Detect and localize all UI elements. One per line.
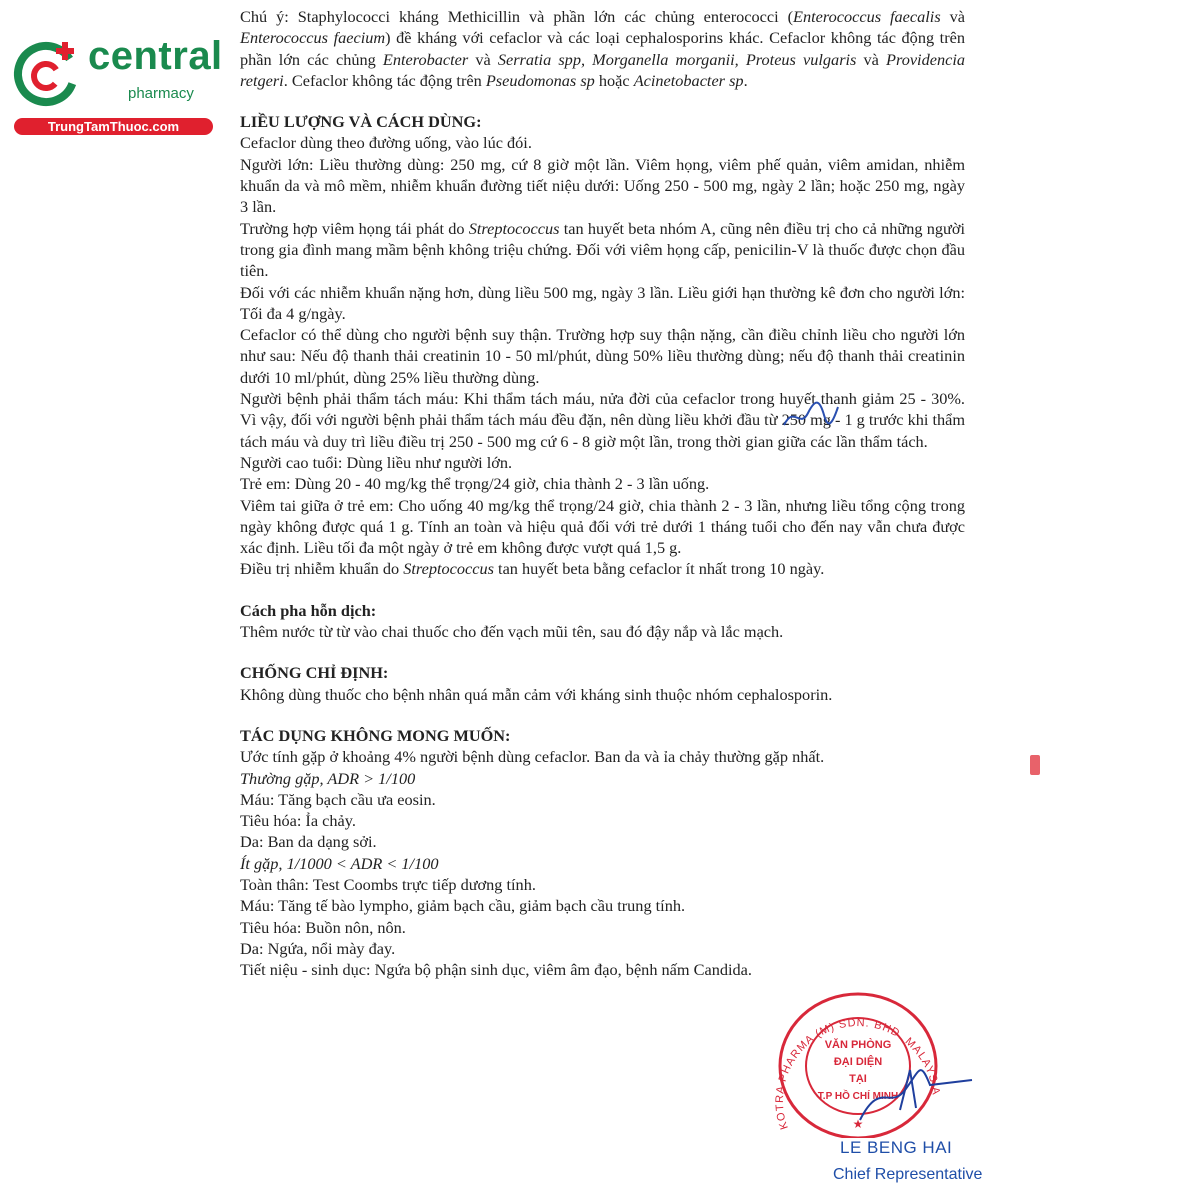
spacer (240, 580, 965, 600)
text-run: và (940, 7, 966, 26)
adverse-item: Máu: Tăng bạch cầu ưa eosin. (240, 789, 436, 809)
stamp-star-icon: ★ (852, 1117, 864, 1131)
dosage-paragraph: Viêm tai giữa ở trẻ em: Cho uống 40 mg/kg thể trọng/24 giờ, chia thành 2 - 3 lần, nhưng liều tổng cộng trong ngày không được quá 1 g. Tính an toàn và hiệu quả đối với trẻ dưới 1 tháng tuổi cho đến nay vẫn chưa được xác định. Liều tối đa một ngày ở trẻ em không được vượt quá 1,5 g. (240, 495, 965, 558)
contraindication-heading: CHỐNG CHỈ ĐỊNH: (240, 663, 389, 683)
adverse-heading: TÁC DỤNG KHÔNG MONG MUỐN: (240, 725, 511, 745)
italic-run: Enterobacter (382, 49, 469, 69)
logo-symbol-icon (10, 36, 88, 114)
contraindication-paragraph: Không dùng thuốc cho bệnh nhân quá mẫn cảm với kháng sinh thuộc nhóm cephalosporin. (240, 684, 833, 704)
text-run: . Cefaclor không tác động trên (283, 70, 486, 90)
italic-run: Pseudomonas sp (485, 70, 595, 90)
adverse-item: Da: Ban da dạng sởi. (240, 832, 377, 852)
text-run: tan huyết beta bằng cefaclor ít nhất trong 10 ngày. (493, 559, 825, 579)
red-edge-mark (1030, 755, 1040, 775)
dosage-heading: LIỀU LƯỢNG VÀ CÁCH DÙNG: (240, 112, 482, 132)
text-run: và (856, 49, 887, 69)
stamp-ring-text: KOTRA PHARMA (M) SDN. BHD. MALAYSIA (773, 1016, 942, 1131)
italic-run: Serratia spp, Morganella morganii, Proteus vulgaris (497, 49, 857, 69)
italic-run: Enterococcus faecium (240, 28, 386, 48)
stamp-line: VĂN PHÒNG (824, 1039, 892, 1051)
adverse-item: Toàn thân: Test Coombs trực tiếp dương tính. (240, 874, 536, 894)
italic-run: Ít gặp, 1/1000 < ADR < 1/100 (240, 853, 439, 873)
italic-run: Providencia retgeri (240, 49, 965, 90)
signatory-name: LE BENG HAI (840, 1138, 953, 1157)
suspension-heading: Cách pha hỗn dịch: (240, 600, 377, 620)
adverse-item: Tiêu hóa: Ỉa chảy. (240, 811, 356, 831)
text-run: Chú ý: Staphylococci kháng Methicillin và phần lớn các chủng enterococci ( (240, 7, 794, 26)
dosage-paragraph: Người bệnh phải thẩm tách máu: Khi thẩm tách máu, nửa đời của cefaclor trong huyết thanh giảm 25 - 30%. Vì vậy, đối với người bệnh phải thẩm tách máu đều đặn, nên dùng liều khởi đầu từ 250 mg - 1 g trước khi thẩm tách máu và duy trì liều điều trị 250 - 500 mg cứ 6 - 8 giờ một lần, trong thời gian giữa các lần thẩm tách. (240, 389, 965, 451)
logo-brand-text: central (88, 34, 223, 78)
adverse-common-label (240, 768, 965, 789)
spacer (240, 705, 965, 725)
intro-paragraph (240, 6, 965, 91)
dosage-paragraph: Cefaclor có thể dùng cho người bệnh suy thận. Trường hợp suy thận nặng, cần điều chỉnh liều cho người lớn như sau: Nếu độ thanh thải creatinin 10 - 50 ml/phút, dùng 50% liều thường dùng; nếu độ thanh thải creatinin dưới 10 ml/phút, dùng 25% liều thường dùng. (240, 325, 965, 387)
spacer (240, 91, 965, 111)
adverse-uncommon-label (240, 853, 965, 874)
text-run: Điều trị nhiễm khuẩn do (240, 559, 404, 579)
text-run: và (468, 49, 498, 69)
adverse-item: Da: Ngứa, nổi mày đay. (240, 938, 396, 958)
stamp-line: ĐẠI DIỆN (833, 1056, 883, 1068)
text-run: ) đề kháng với cefaclor và các loại cephalosporins khác. Cefaclor không tác động trên phần lớn các chủng (240, 28, 965, 69)
dosage-paragraph (240, 218, 965, 282)
brand-logo[interactable] (10, 34, 223, 136)
text-run: Trường hợp viêm họng tái phát do (240, 218, 469, 238)
spacer (240, 642, 965, 662)
text-run: hoặc (594, 70, 634, 90)
italic-run: Enterococcus faecalis (793, 7, 941, 26)
dosage-paragraph: Đối với các nhiễm khuẩn nặng hơn, dùng liều 500 mg, ngày 3 lần. Liều giới hạn thường kê đơn cho người lớn: Tối đa 4 g/ngày. (240, 282, 965, 323)
dosage-paragraph: Trẻ em: Dùng 20 - 40 mg/kg thể trọng/24 giờ, chia thành 2 - 3 lần uống. (240, 474, 710, 494)
italic-run: Thường gặp, ADR > 1/100 (240, 768, 416, 788)
italic-run: Streptococcus (468, 218, 560, 238)
stamp-line: TẠI (849, 1073, 867, 1085)
logo-sub-text: pharmacy (128, 85, 194, 102)
italic-run: Acinetobacter sp (633, 70, 744, 90)
dosage-paragraph: Người lớn: Liều thường dùng: 250 mg, cứ 8 giờ một lần. Viêm họng, viêm phế quản, viêm amidan, nhiễm khuẩn da và mô mềm, nhiễm khuẩn đường tiết niệu dưới: Uống 250 - 500 mg, ngày 2 lần; hoặc 250 mg, ngày 3 lần. (240, 154, 965, 217)
stamp-line: T.P HỒ CHÍ MINH (817, 1091, 899, 1102)
adverse-item: Tiết niệu - sinh dục: Ngứa bộ phận sinh dục, viêm âm đạo, bệnh nấm Candida. (240, 960, 752, 980)
dosage-paragraph: Người cao tuổi: Dùng liều như người lớn. (240, 452, 513, 472)
dosage-paragraph (240, 558, 965, 579)
adverse-item: Tiêu hóa: Buồn nôn, nôn. (240, 917, 406, 937)
text-run: tan huyết beta nhóm A, cũng nên điều trị cho cả những người trong gia đình mang mầm bệnh không triệu chứng. Đối với viêm họng cấp, penicilin-V là thuốc được chọn đầu tiên. (240, 218, 965, 281)
logo-url-link[interactable]: TrungTamThuoc.com (14, 118, 213, 135)
adverse-paragraph: Ước tính gặp ở khoảng 4% người bệnh dùng cefaclor. Ban da và ỉa chảy thường gặp nhất. (240, 747, 825, 767)
suspension-paragraph: Thêm nước từ từ vào chai thuốc cho đến vạch mũi tên, sau đó đậy nắp và lắc mạch. (240, 622, 784, 642)
handwritten-signature-icon (850, 1040, 980, 1130)
initial-signature-icon (780, 395, 840, 435)
document-body (240, 6, 965, 980)
adverse-item: Máu: Tăng tế bào lympho, giảm bạch cầu, giảm bạch cầu trung tính. (240, 896, 686, 916)
text-run: . (743, 70, 748, 90)
dosage-paragraph: Cefaclor dùng theo đường uống, vào lúc đói. (240, 133, 532, 153)
signatory-title: Chief Representative (833, 1166, 983, 1183)
italic-run: Streptococcus (403, 559, 494, 579)
